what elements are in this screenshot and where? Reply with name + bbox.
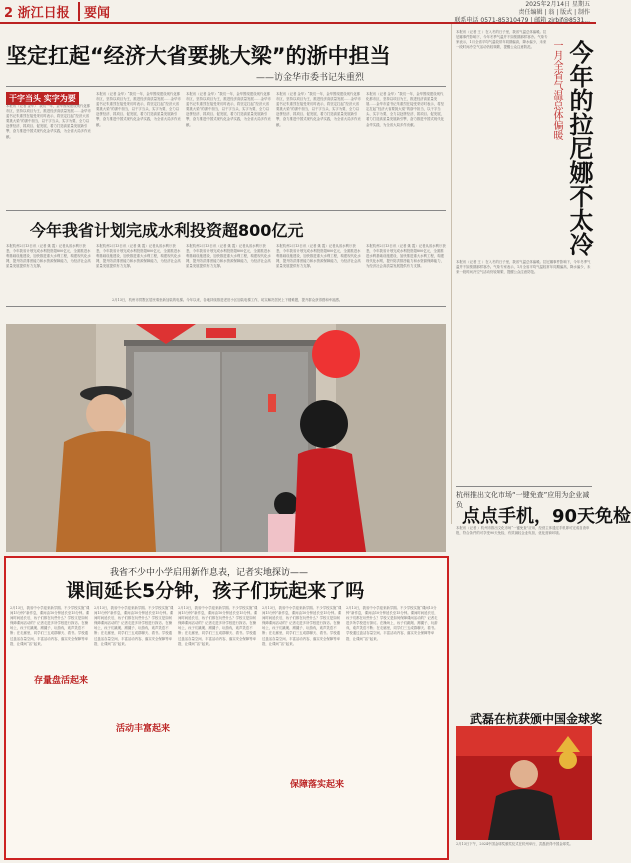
culture-headline: 点点手机，90天免检 bbox=[462, 506, 631, 527]
feature-body-col1: 2月13日，我省中小学迎来新学期。不少学校实施“课间15分钟”新作息，课间由10分钟延长至15分钟。课间时间延长后，孩子们都在玩些什么？学校又是如何保障课间活动的？记者走进多所学校进行探访。在操场上，孩子们跳绳、踢毽子、玩游戏，欢声笑语不断；在走廊里，同学们三五成群聊天、看书。学校通过盘活存量空间、丰富活动内容、落实安全保障等举措，让课间“活”起来。 bbox=[10, 606, 90, 646]
culture-rule bbox=[456, 486, 592, 487]
lead-body-col5: 本报讯（记者 金华）“我们一年，金华围绕建设现代化都市区，坚持以项目为王，推进经济高质量发展……金华市委书记朱重烈在接受采访时表示，将坚定扛起“经济大省要挑大梁”的浙中担当，以干字当头、实字为要，全力以赴拼经济、抓项目、促发展，着力打造高质量发展新引擎，奋力推进中国式现代化金华实践，为全省大局多作贡献。 bbox=[366, 92, 444, 127]
wu-lei-photo bbox=[456, 726, 592, 840]
elevator-photo bbox=[6, 324, 446, 552]
water-body-col4: 本报杭州2月13日讯（记者 姚 霞）记者从省水利厅获悉，今年我省计划完成水利投资超800亿元，全面推进水利基础设施建设，加快推进重大水利工程，构建现代化水网，提升防洪排涝能力和水资源保障能力，为经济社会高质量发展提供有力支撑。 bbox=[276, 244, 361, 269]
lead-body-col2: 本报讯（记者 金华）“我们一年，金华围绕建设现代化都市区，坚持以项目为王，推进经济高质量发展……金华市委书记朱重烈在接受采访时表示，将坚定扛起“经济大省要挑大梁”的浙中担当，以干字当头、实字为要，全力以赴拼经济、抓项目、促发展，着力打造高质量发展新引擎，奋力推进中国式现代化金华实践，为全省大局多作贡献。 bbox=[96, 92, 181, 127]
right-body-col1: 本报讯（记者 王 ）在入冬的日子里，我省气温总体偏暖。拉尼娜事件影响下，今年冬季气温并不如预期那样寒冷。气象专家表示，1月全省平均气温较常年同期偏高，降水偏少，未来一段时间冷空气活动仍较频繁，提醒公众注意防范。 bbox=[456, 30, 548, 50]
martial-headline: 武磊在杭获颁中国金球奖 bbox=[470, 712, 603, 726]
water-body-col3: 本报杭州2月13日讯（记者 姚 霞）记者从省水利厅获悉，今年我省计划完成水利投资超800亿元，全面推进水利基础设施建设，加快推进重大水利工程，构建现代化水网，提升防洪排涝能力和水资源保障能力，为经济社会高质量发展提供有力支撑。 bbox=[186, 244, 271, 269]
feature-kicker: 我省不少中小学启用新作息表，记者实地探访—— bbox=[110, 568, 309, 578]
lead-rule bbox=[6, 86, 446, 87]
water-body-col2: 本报杭州2月13日讯（记者 姚 霞）记者从省水利厅获悉，今年我省计划完成水利投资超800亿元，全面推进水利基础设施建设，加快推进重大水利工程，构建现代化水网，提升防洪排涝能力和水资源保障能力，为经济社会高质量发展提供有力支撑。 bbox=[96, 244, 181, 269]
photo-caption: 2月13日，杭州市拱墅区居民乘坐新加装的电梯。今年以来，各地持续推进老旧小区加装电梯工作，切实解决居民上下楼难题，提升群众获得感和幸福感。 bbox=[112, 298, 343, 302]
column-tag: 干字当头 实字为要 bbox=[6, 92, 79, 105]
right-divider bbox=[451, 24, 452, 524]
section-name: 要闻 bbox=[78, 2, 110, 21]
masthead bbox=[0, 0, 596, 24]
right-body-col2: 本报讯（记者 王 ）在入冬的日子里，我省气温总体偏暖。拉尼娜事件影响下，今年冬季气温并不如预期那样寒冷。气象专家表示，1月全省平均气温较常年同期偏高，降水偏少，未来一段时间冷空气活动仍较频繁，提醒公众注意防范。 bbox=[456, 260, 591, 275]
water-headline: 今年我省计划完成水利投资超800亿元 bbox=[30, 221, 304, 240]
feature-body-col4: 2月13日，我省中小学迎来新学期。不少学校实施“课间15分钟”新作息，课间由10分钟延长至15分钟。课间时间延长后，孩子们都在玩些什么？学校又是如何保障课间活动的？记者走进多所学校进行探访。在操场上，孩子们跳绳、踢毽子、玩游戏，欢声笑语不断；在走廊里，同学们三五成群聊天、看书。学校通过盘活存量空间、丰富活动内容、落实安全保障等举措，让课间“活”起来。 bbox=[262, 606, 342, 646]
water-rule bbox=[6, 210, 446, 211]
lead-body-col3: 本报讯（记者 金华）“我们一年，金华围绕建设现代化都市区，坚持以项目为王，推进经济高质量发展……金华市委书记朱重烈在接受采访时表示，将坚定扛起“经济大省要挑大梁”的浙中担当，以干字当头、实字为要，全力以赴拼经济、抓项目、促发展，着力打造高质量发展新引擎，奋力推进中国式现代化金华实践，为全省大局多作贡献。 bbox=[186, 92, 271, 127]
lead-body-col4: 本报讯（记者 金华）“我们一年，金华围绕建设现代化都市区，坚持以项目为王，推进经济高质量发展……金华市委书记朱重烈在接受采访时表示，将坚定扛起“经济大省要挑大梁”的浙中担当，以干字当头、实字为要，全力以赴拼经济、抓项目、促发展，着力打造高质量发展新引擎，奋力推进中国式现代化金华实践，为全省大局多作贡献。 bbox=[276, 92, 361, 127]
martial-caption: 2月13日下午，2024中国金球奖颁奖仪式在杭州举行，武磊获得中国金球奖。 bbox=[456, 842, 573, 846]
right-subtitle: 一月全省气温总体偏暖 bbox=[551, 40, 562, 140]
lead-subtitle: ——访金华市委书记朱重烈 bbox=[256, 73, 365, 83]
feature-headline: 课间延长5分钟，孩子们玩起来了吗 bbox=[66, 580, 365, 602]
culture-title: 杭州推出文化市场“一键免查”应用为企业减负 bbox=[456, 491, 590, 509]
feature-subhead-2: 活动丰富起来 bbox=[112, 720, 174, 735]
feature-body-col3: 2月13日，我省中小学迎来新学期。不少学校实施“课间15分钟”新作息，课间由10分钟延长至15分钟。课间时间延长后，孩子们都在玩些什么？学校又是如何保障课间活动的？记者走进多所学校进行探访。在操场上，孩子们跳绳、踢毽子、玩游戏，欢声笑语不断；在走廊里，同学们三五成群聊天、看书。学校通过盘活存量空间、丰富活动内容、落实安全保障等举措，让课间“活”起来。 bbox=[178, 606, 258, 646]
water-body-col1: 本报杭州2月13日讯（记者 姚 霞）记者从省水利厅获悉，今年我省计划完成水利投资超800亿元，全面推进水利基础设施建设，加快推进重大水利工程，构建现代化水网，提升防洪排涝能力和水资源保障能力，为经济社会高质量发展提供有力支撑。 bbox=[6, 244, 91, 269]
water-body-col5: 本报杭州2月13日讯（记者 姚 霞）记者从省水利厅获悉，今年我省计划完成水利投资超800亿元，全面推进水利基础设施建设，加快推进重大水利工程，构建现代化水网，提升防洪排涝能力和水资源保障能力，为经济社会高质量发展提供有力支撑。 bbox=[366, 244, 446, 269]
feature-subhead-1: 存量盘活起来 bbox=[30, 672, 92, 687]
feature-body-col2: 2月13日，我省中小学迎来新学期。不少学校实施“课间15分钟”新作息，课间由10分钟延长至15分钟。课间时间延长后，孩子们都在玩些什么？学校又是如何保障课间活动的？记者走进多所学校进行探访。在操场上，孩子们跳绳、踢毽子、玩游戏，欢声笑语不断；在走廊里，同学们三五成群聊天、看书。学校通过盘活存量空间、丰富活动内容、落实安全保障等举措，让课间“活”起来。 bbox=[94, 606, 174, 646]
feature-body-col5: 2月13日，我省中小学迎来新学期。不少学校实施“课间15分钟”新作息，课间由10分钟延长至15分钟。课间时间延长后，孩子们都在玩些什么？学校又是如何保障课间活动的？记者走进多所学校进行探访。在操场上，孩子们跳绳、踢毽子、玩游戏，欢声笑语不断；在走廊里，同学们三五成群聊天、看书。学校通过盘活存量空间、丰富活动内容、落实安全保障等举措，让课间“活”起来。 bbox=[346, 606, 438, 641]
lead-body-col1: 本报讯（记者 金华）“我们一年，金华围绕建设现代化都市区，坚持以项目为王，推进经济高质量发展……金华市委书记朱重烈在接受采访时表示，将坚定扛起“经济大省要挑大梁”的浙中担当，以干字当头、实字为要，全力以赴拼经济、抓项目、促发展，着力打造高质量发展新引擎，奋力推进中国式现代化金华实践，为全省大局多作贡献。 bbox=[6, 104, 91, 139]
culture-body: 本报讯（记者 ）杭州市推出文化市场“一键免查”应用，经营主体通过手机即可完成自查申报，符合条件的可享受90天免检，有效减轻企业负担，优化营商环境。 bbox=[456, 526, 590, 536]
feature-subhead-3: 保障落实起来 bbox=[286, 776, 348, 791]
lead-headline: 坚定扛起“经济大省要挑大梁”的浙中担当 bbox=[6, 44, 391, 68]
right-headline: 今年的拉尼娜不太冷 bbox=[565, 40, 593, 256]
page-number: 2 浙江日报 bbox=[4, 6, 70, 21]
date-block: 2025年2月14日 星期五 责任编辑 | 翁 | 版式 | 制作 联系电话 0571-85310479 | 邮箱 zjrbjf@8531... bbox=[454, 1, 590, 24]
